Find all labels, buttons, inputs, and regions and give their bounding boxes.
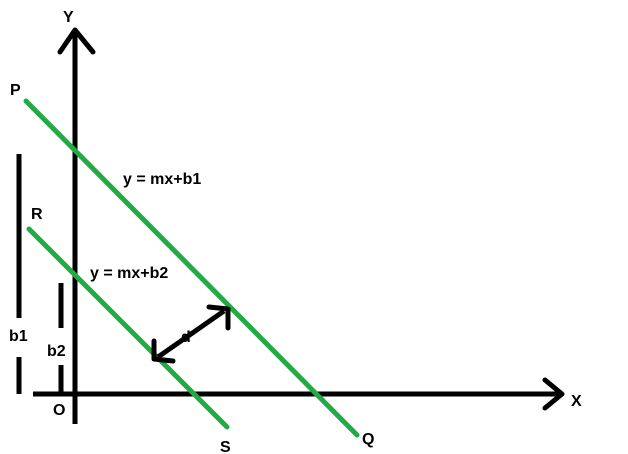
x-axis-label: X [571,393,582,410]
origin-label: O [53,402,66,419]
b1-label: b1 [9,328,28,345]
distance-label: d [181,329,191,346]
point-p-label: P [10,82,21,99]
point-s-label: S [220,439,231,454]
b2-label: b2 [47,343,66,360]
point-r-label: R [31,206,43,223]
equation-upper-label: y = mx+b1 [123,171,202,188]
point-q-label: Q [362,431,375,448]
equation-lower-label: y = mx+b2 [90,265,169,282]
y-axis-label: Y [63,9,74,26]
distance-arrow-shaft [158,311,224,357]
